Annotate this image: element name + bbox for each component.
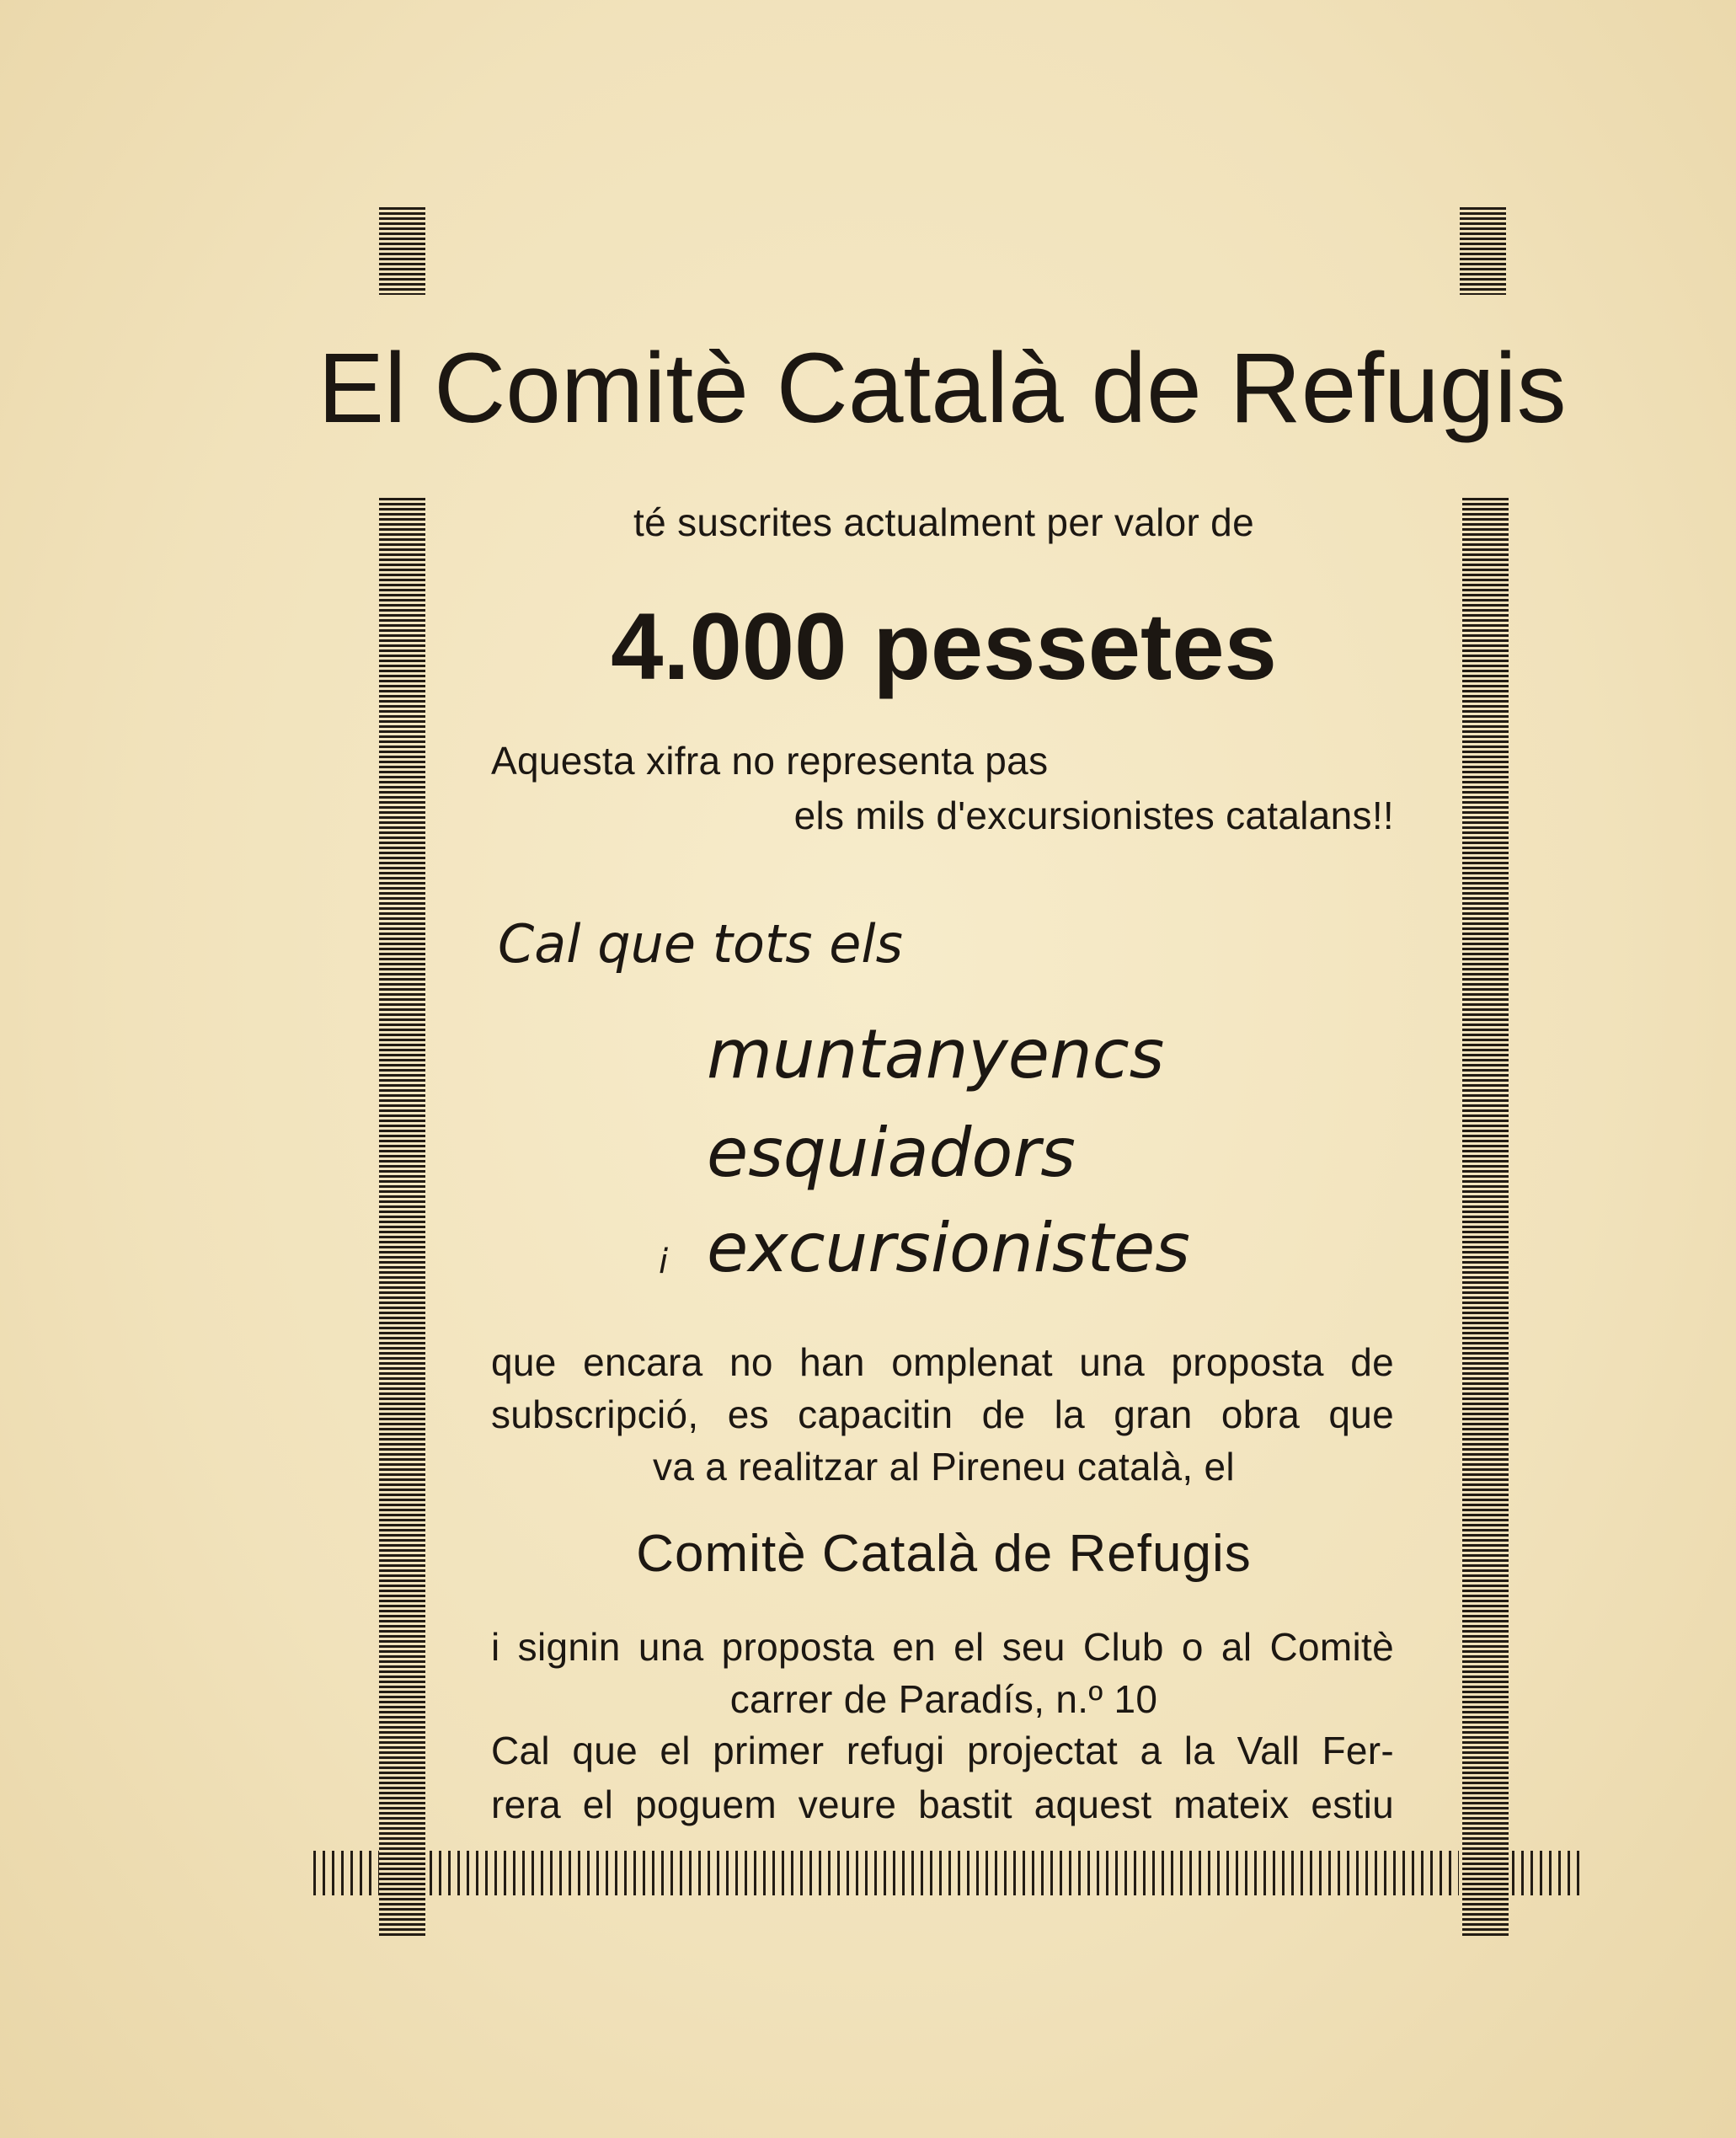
note-row-2 <box>794 796 1394 835</box>
group-row-3 <box>707 1209 1190 1287</box>
subtitle-row <box>403 500 1485 544</box>
call-heading-row <box>498 913 903 975</box>
ornament-bar-top-left <box>379 207 425 295</box>
group-row-2 <box>707 1114 1076 1192</box>
group-row-1 <box>707 1015 1165 1093</box>
closing-line-2: carrer de Paradís, n.º 10 <box>729 1677 1158 1721</box>
subtitle: té suscrites actualment per valor de <box>633 500 1254 544</box>
closing-row-4 <box>491 1785 1394 1824</box>
closing-row-1 <box>491 1625 1394 1669</box>
ornament-bar-top-right <box>1460 207 1506 295</box>
amount: 4.000 pessetes <box>611 594 1277 699</box>
ornament-bar-left <box>379 498 425 1937</box>
paragraph-line-2: subscripció, es capacitin de la gran obra que <box>491 1392 1394 1436</box>
group-excursionistes: excursionistes <box>707 1209 1190 1287</box>
note-line-2: els mils d'excursionistes catalans!! <box>793 794 1394 837</box>
closing-row-2 <box>403 1677 1485 1721</box>
group-conj-row <box>659 1245 668 1279</box>
ornament-bar-bottom <box>430 1851 1459 1895</box>
page-title: El Comitè Català de Refugis <box>318 333 1567 444</box>
page-title-row <box>313 333 1571 444</box>
paragraph-row-1 <box>491 1340 1394 1384</box>
group-conjunction: i <box>659 1243 669 1281</box>
closing-line-4: rera el poguem veure bastit aquest mateix estiu <box>491 1783 1394 1826</box>
note-line-1: Aquesta xifra no representa pas <box>491 739 1049 783</box>
closing-line-1: i signin una proposta en el seu Club o al Comitè <box>491 1625 1394 1669</box>
note-row-1 <box>491 739 1049 783</box>
group-esquiadors: esquiadors <box>707 1114 1076 1192</box>
ornament-bar-bottom-left <box>313 1851 379 1895</box>
ornament-bar-bottom-right <box>1512 1851 1582 1895</box>
paragraph-line-1: que encara no han omplenat una proposta de <box>491 1340 1394 1384</box>
paragraph-row-3 <box>403 1445 1485 1489</box>
amount-row <box>403 594 1485 699</box>
ornament-bar-right <box>1462 498 1509 1937</box>
closing-line-3: Cal que el primer refugi projectat a la Vall Fer- <box>491 1729 1394 1772</box>
committee-name: Comitè Català de Refugis <box>636 1525 1252 1583</box>
paragraph-row-2 <box>491 1392 1394 1436</box>
closing-row-3 <box>491 1731 1394 1770</box>
committee-row <box>403 1525 1485 1583</box>
paragraph-line-3: va a realitzar al Pireneu català, el <box>653 1445 1235 1489</box>
group-muntanyencs: muntanyencs <box>707 1015 1165 1093</box>
call-heading: Cal que tots els <box>498 913 903 975</box>
